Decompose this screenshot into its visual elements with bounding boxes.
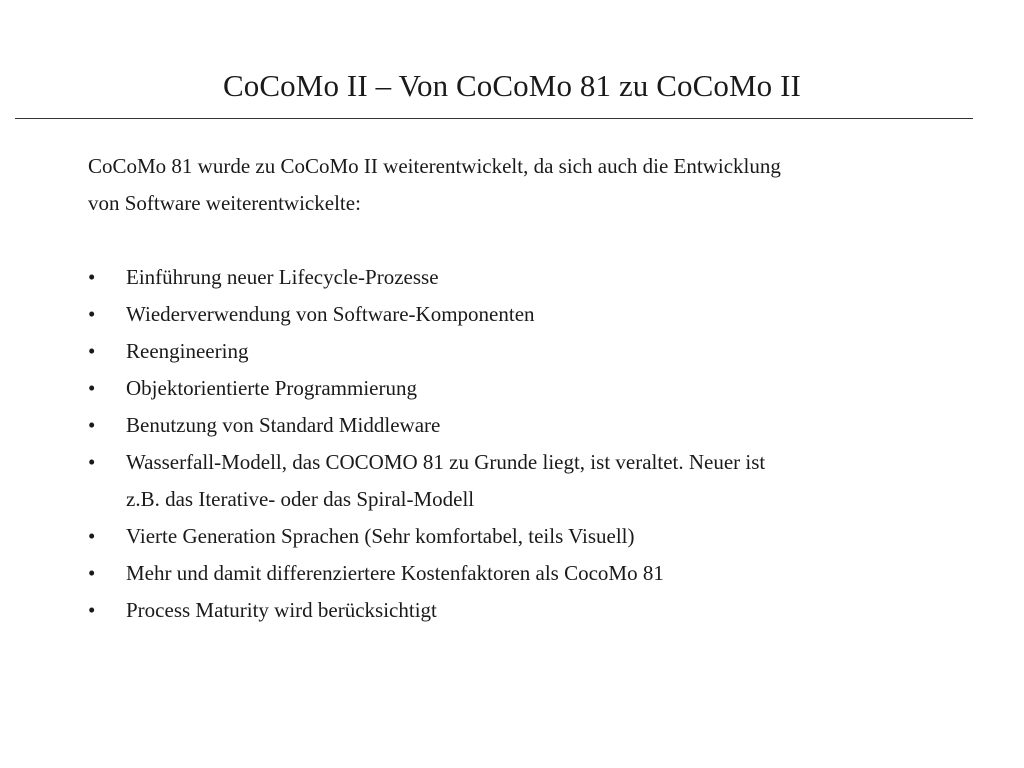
- bullet-text: Vierte Generation Sprachen (Sehr komfortabel, teils Visuell): [126, 524, 635, 548]
- bullet-marker: •: [88, 302, 96, 326]
- bullet-item: [88, 518, 928, 555]
- bullet-text: Wiederverwendung von Software-Komponenten: [126, 302, 535, 326]
- bullet-text-line-2: z.B. das Iterative- oder das Spiral-Modell: [126, 487, 475, 511]
- bullet-list: [88, 259, 928, 629]
- intro-line-2: von Software weiterentwickelte:: [88, 191, 361, 215]
- bullet-marker: •: [88, 376, 96, 400]
- bullet-text-line-1: Wasserfall-Modell, das COCOMO 81 zu Grunde liegt, ist veraltet. Neuer ist: [126, 450, 766, 474]
- bullet-item: [88, 592, 928, 629]
- bullet-marker: •: [88, 450, 96, 474]
- intro-paragraph: [88, 148, 928, 222]
- bullet-item: [88, 407, 928, 444]
- bullet-item: [88, 333, 928, 370]
- bullet-marker: •: [88, 561, 96, 585]
- bullet-marker: •: [88, 524, 96, 548]
- bullet-text: Einführung neuer Lifecycle-Prozesse: [126, 265, 439, 289]
- bullet-item: [88, 370, 928, 407]
- bullet-marker: •: [88, 265, 96, 289]
- bullet-item: [88, 296, 928, 333]
- bullet-marker: •: [88, 339, 96, 363]
- bullet-item: [88, 555, 928, 592]
- bullet-text: Objektorientierte Programmierung: [126, 376, 417, 400]
- bullet-marker: •: [88, 598, 96, 622]
- intro-line-1: CoCoMo 81 wurde zu CoCoMo II weiterentwickelt, da sich auch die Entwicklung: [88, 154, 781, 178]
- bullet-text: Benutzung von Standard Middleware: [126, 413, 441, 437]
- bullet-item: [88, 259, 928, 296]
- bullet-text: Reengineering: [126, 339, 249, 363]
- title-divider: [15, 118, 973, 119]
- bullet-text: Process Maturity wird berücksichtigt: [126, 598, 437, 622]
- slide-title: CoCoMo II – Von CoCoMo 81 zu CoCoMo II: [223, 68, 801, 103]
- bullet-marker: •: [88, 413, 96, 437]
- bullet-text: Mehr und damit differenziertere Kostenfaktoren als CocoMo 81: [126, 561, 664, 585]
- bullet-item: [88, 444, 928, 518]
